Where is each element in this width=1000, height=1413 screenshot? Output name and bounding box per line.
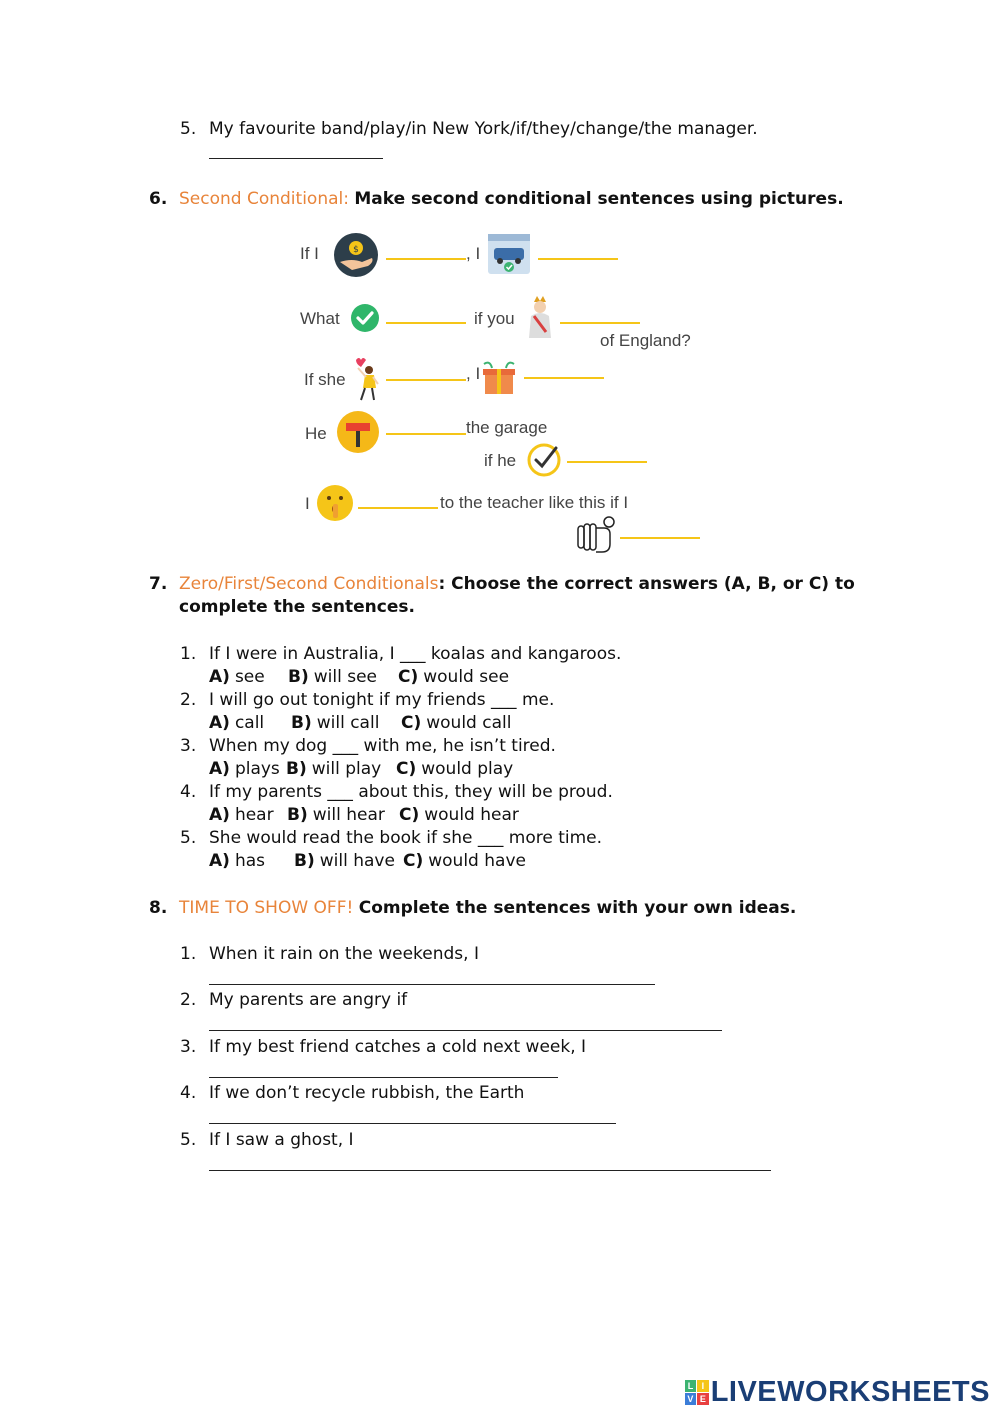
answer-blank[interactable]: [567, 461, 647, 463]
answer-blank[interactable]: [386, 433, 466, 435]
section-heading: [179, 188, 844, 210]
option-a[interactable]: [209, 712, 264, 734]
option-letter: C): [398, 667, 419, 687]
question-text: If my parents ___ about this, they will be proud.: [209, 782, 613, 802]
picture-text: What: [300, 309, 340, 328]
option-letter: B): [288, 667, 309, 687]
option-text: would call: [426, 713, 512, 733]
item-number: 5.: [180, 119, 197, 139]
section-instruction: Choose the correct answers (A, B, or C) to: [445, 574, 855, 594]
option-text: will call: [316, 713, 380, 733]
option-letter: A): [209, 667, 230, 687]
option-letter: B): [291, 713, 312, 733]
option-b[interactable]: [291, 712, 379, 734]
option-letter: C): [399, 805, 420, 825]
question-number: 1.: [180, 644, 197, 664]
question-number: 2.: [180, 990, 197, 1010]
logo-mark: L I V E: [685, 1380, 709, 1404]
section-number: 6.: [149, 189, 168, 209]
answer-blank[interactable]: [386, 379, 466, 381]
option-text: would hear: [424, 805, 519, 825]
answer-blank[interactable]: [209, 984, 655, 985]
option-b[interactable]: [286, 758, 381, 780]
section-instruction: Complete the sentences with your own ideas.: [358, 898, 797, 918]
question-text: If I were in Australia, I ___ koalas and kangaroos.: [209, 644, 622, 664]
option-c[interactable]: [399, 804, 519, 826]
shush-face-icon: [316, 484, 354, 522]
question-text: If my best friend catches a cold next week, I: [209, 1037, 587, 1057]
option-text: plays: [234, 759, 280, 779]
logo-text: LIVEWORKSHEETS: [710, 1375, 990, 1408]
option-text: will have: [319, 851, 395, 871]
section-number: 8.: [149, 898, 168, 918]
option-letter: A): [209, 851, 230, 871]
answer-blank[interactable]: [209, 1030, 722, 1031]
answer-blank[interactable]: [524, 377, 604, 379]
option-letter: C): [403, 851, 424, 871]
car-check-icon: [486, 232, 532, 276]
dancing-girl-icon: [352, 356, 380, 402]
option-a[interactable]: [209, 850, 265, 872]
picture-text: He: [305, 424, 327, 443]
answer-blank[interactable]: [209, 158, 383, 159]
picture-text: I: [305, 494, 310, 513]
option-letter: A): [209, 805, 230, 825]
option-b[interactable]: [288, 666, 377, 688]
question-text: She would read the book if she ___ more time.: [209, 828, 603, 848]
option-text: see: [234, 667, 265, 687]
option-letter: B): [286, 759, 307, 779]
question-number: 5.: [180, 1130, 197, 1150]
gift-box-icon: [480, 360, 518, 396]
option-letter: B): [287, 805, 308, 825]
section-label: Zero/First/Second Conditionals: [179, 574, 439, 594]
option-letter: B): [294, 851, 315, 871]
section-heading: [179, 897, 796, 919]
section-colon: :: [438, 574, 446, 594]
question-text: If I saw a ghost, I: [209, 1130, 354, 1150]
option-text: hear: [234, 805, 274, 825]
section-heading: [179, 573, 855, 595]
checkmark-circle-icon: [526, 442, 562, 478]
answer-blank[interactable]: [560, 322, 640, 324]
section-instruction: Make second conditional sentences using pictures.: [354, 189, 844, 209]
check-circle-icon: [350, 303, 380, 333]
option-text: will play: [311, 759, 382, 779]
answer-blank[interactable]: [358, 507, 438, 509]
question-number: 3.: [180, 1037, 197, 1057]
picture-text: if he: [484, 451, 517, 470]
queen-icon: [525, 294, 555, 340]
option-c[interactable]: [398, 666, 509, 688]
picture-text: to the teacher like this if I: [440, 493, 629, 512]
answer-blank[interactable]: [209, 1123, 616, 1124]
option-text: would play: [421, 759, 514, 779]
question-number: 1.: [180, 944, 197, 964]
money-hand-icon: [332, 232, 380, 278]
option-c[interactable]: [403, 850, 526, 872]
picture-text: if you: [474, 309, 515, 328]
option-letter: C): [396, 759, 417, 779]
answer-blank[interactable]: [538, 258, 618, 260]
option-a[interactable]: [209, 804, 274, 826]
option-c[interactable]: [396, 758, 513, 780]
pointing-hand-icon: [574, 514, 618, 556]
question-text: When my dog ___ with me, he isn’t tired.: [209, 736, 556, 756]
section-label: TIME TO SHOW OFF!: [179, 898, 354, 918]
answer-blank[interactable]: [209, 1077, 558, 1078]
option-b[interactable]: [294, 850, 395, 872]
option-a[interactable]: [209, 758, 280, 780]
answer-blank[interactable]: [620, 537, 700, 539]
paint-roller-icon: [336, 410, 380, 454]
answer-blank[interactable]: [386, 322, 466, 324]
question-text: If we don’t recycle rubbish, the Earth: [209, 1083, 525, 1103]
option-a[interactable]: [209, 666, 265, 688]
question-text: When it rain on the weekends, I: [209, 944, 479, 964]
option-text: will see: [313, 667, 377, 687]
question-number: 2.: [180, 690, 197, 710]
picture-text: If she: [304, 370, 346, 389]
option-text: will hear: [312, 805, 385, 825]
option-text: would see: [423, 667, 510, 687]
option-text: has: [234, 851, 265, 871]
question-number: 4.: [180, 1083, 197, 1103]
section-label: Second Conditional:: [179, 189, 349, 209]
question-number: 4.: [180, 782, 197, 802]
answer-blank[interactable]: [386, 258, 466, 260]
liveworksheets-logo: [685, 1376, 990, 1408]
picture-text: , I: [466, 364, 481, 383]
picture-text: , I: [466, 244, 481, 263]
section-instruction: complete the sentences.: [179, 597, 415, 617]
question-text: I will go out tonight if my friends ___ me.: [209, 690, 555, 710]
section-number: 7.: [149, 574, 168, 594]
option-text: would have: [428, 851, 526, 871]
picture-text: the garage: [466, 418, 548, 437]
svg-text:$: $: [353, 245, 359, 255]
option-letter: C): [401, 713, 422, 733]
option-c[interactable]: [401, 712, 511, 734]
picture-text: of England?: [600, 331, 691, 350]
question-number: 5.: [180, 828, 197, 848]
question-text: My parents are angry if: [209, 990, 408, 1010]
question-text: My favourite band/play/in New York/if/they/change/the manager.: [209, 119, 758, 139]
option-letter: A): [209, 759, 230, 779]
option-text: call: [234, 713, 265, 733]
answer-blank[interactable]: [209, 1170, 771, 1171]
option-b[interactable]: [287, 804, 385, 826]
picture-text: If I: [300, 244, 319, 263]
option-letter: A): [209, 713, 230, 733]
question-number: 3.: [180, 736, 197, 756]
